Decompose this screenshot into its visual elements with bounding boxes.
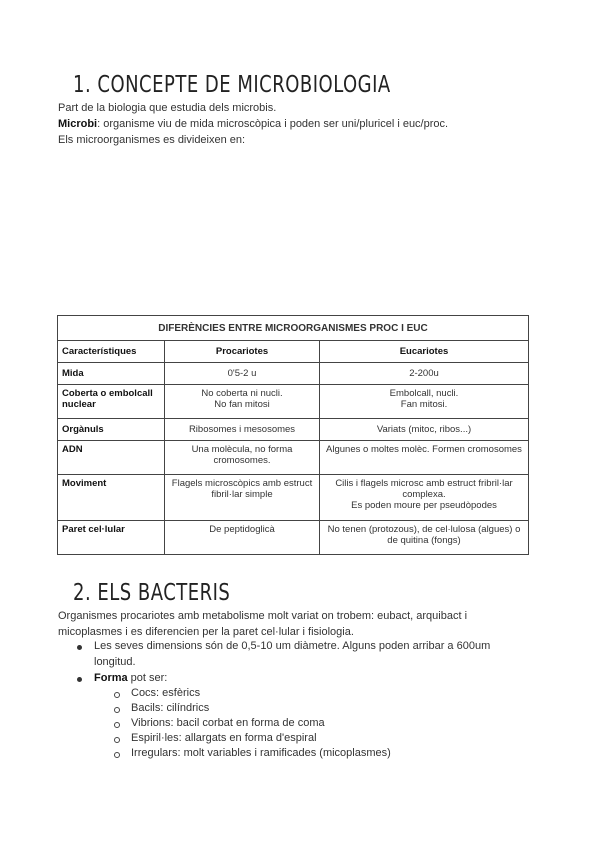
header-eukaryotes: Eucariotes [320, 341, 529, 363]
list-item: Cocs: esfèrics [131, 687, 201, 699]
bullet-dimensions-line-1: Les seves dimensions són de 0,5-10 um diàmetre. Alguns poden arribar a 600um [94, 640, 491, 652]
row-prokaryote-value: De peptidoglicà [165, 521, 320, 555]
table-row [58, 475, 529, 521]
table-row [58, 419, 529, 441]
differences-table [57, 315, 529, 555]
header-prokaryotes: Procariotes [165, 341, 320, 363]
list-item: Bacils: cilíndrics [131, 702, 210, 714]
sub-bullet-circle-icon [114, 737, 120, 743]
section-1-line-1: Part de la biologia que estudia dels microbis. [58, 102, 277, 114]
row-key: ADN [58, 441, 165, 475]
bullet-forma [94, 671, 167, 686]
sub-bullet-circle-icon [114, 692, 120, 698]
section-1-line-2 [58, 117, 448, 132]
bullet-dimensions-line-2: longitud. [94, 656, 136, 668]
section-2-intro-1: Organismes procariotes amb metabolisme molt variat on trobem: eubact, arquibact i [58, 610, 468, 622]
section-2-title: 2. ELS BACTERIS [73, 578, 231, 606]
table-row [58, 521, 529, 555]
section-2-intro-2: micoplasmes i es diferencien per la paret cel·lular i fisiologia. [58, 626, 354, 638]
forma-term: Forma [94, 672, 128, 684]
row-key: Orgànuls [58, 419, 165, 441]
table-row [58, 363, 529, 385]
row-prokaryote-value: Ribosomes i mesosomes [165, 419, 320, 441]
row-prokaryote-value: Flagels microscòpics amb estruct fibril·lar simple [165, 475, 320, 521]
forma-rest: pot ser: [127, 672, 168, 684]
table-row [58, 441, 529, 475]
row-key: Paret cel·lular [58, 521, 165, 555]
sub-bullet-circle-icon [114, 722, 120, 728]
row-eukaryote-value: Embolcall, nucli. Fan mitosi. [320, 385, 529, 419]
row-key: Mida [58, 363, 165, 385]
row-key: Moviment [58, 475, 165, 521]
section-1-line-3: Els microorganismes es divideixen en: [58, 134, 246, 146]
row-eukaryote-value: Algunes o moltes molèc. Formen cromosomes [320, 441, 529, 475]
section-1-title: 1. CONCEPTE DE MICROBIOLOGIA [73, 70, 391, 98]
row-eukaryote-value: Cilis i flagels microsc amb estruct fribril·lar complexa. Es poden moure per pseudòpodes [320, 475, 529, 521]
list-item: Espiril·les: allargats en forma d'espiral [131, 732, 317, 744]
sub-bullet-circle-icon [114, 752, 120, 758]
row-eukaryote-value: No tenen (protozous), de cel·lulosa (algues) o de quitina (fongs) [320, 521, 529, 555]
sub-bullet-circle-icon [114, 707, 120, 713]
microbi-definition: : organisme viu de mida microscòpica i poden ser uni/pluricel i euc/proc. [97, 118, 449, 130]
bullet-dot-icon [77, 645, 82, 650]
microbi-term: Microbi [58, 118, 98, 130]
row-prokaryote-value: No coberta ni nucli. No fan mitosi [165, 385, 320, 419]
row-key: Coberta o embolcall nuclear [58, 385, 165, 419]
list-item: Irregulars: molt variables i ramificades (micoplasmes) [131, 747, 391, 759]
row-eukaryote-value: Variats (mitoc, ribos...) [320, 419, 529, 441]
row-prokaryote-value: 0'5-2 u [165, 363, 320, 385]
row-prokaryote-value: Una molècula, no forma cromosomes. [165, 441, 320, 475]
header-characteristics: Característiques [58, 341, 165, 363]
bullet-dot-icon [77, 677, 82, 682]
table-title: DIFERÈNCIES ENTRE MICROORGANISMES PROC I EUC [58, 316, 529, 341]
list-item: Vibrions: bacil corbat en forma de coma [131, 717, 325, 729]
row-eukaryote-value: 2-200u [320, 363, 529, 385]
table-row [58, 385, 529, 419]
